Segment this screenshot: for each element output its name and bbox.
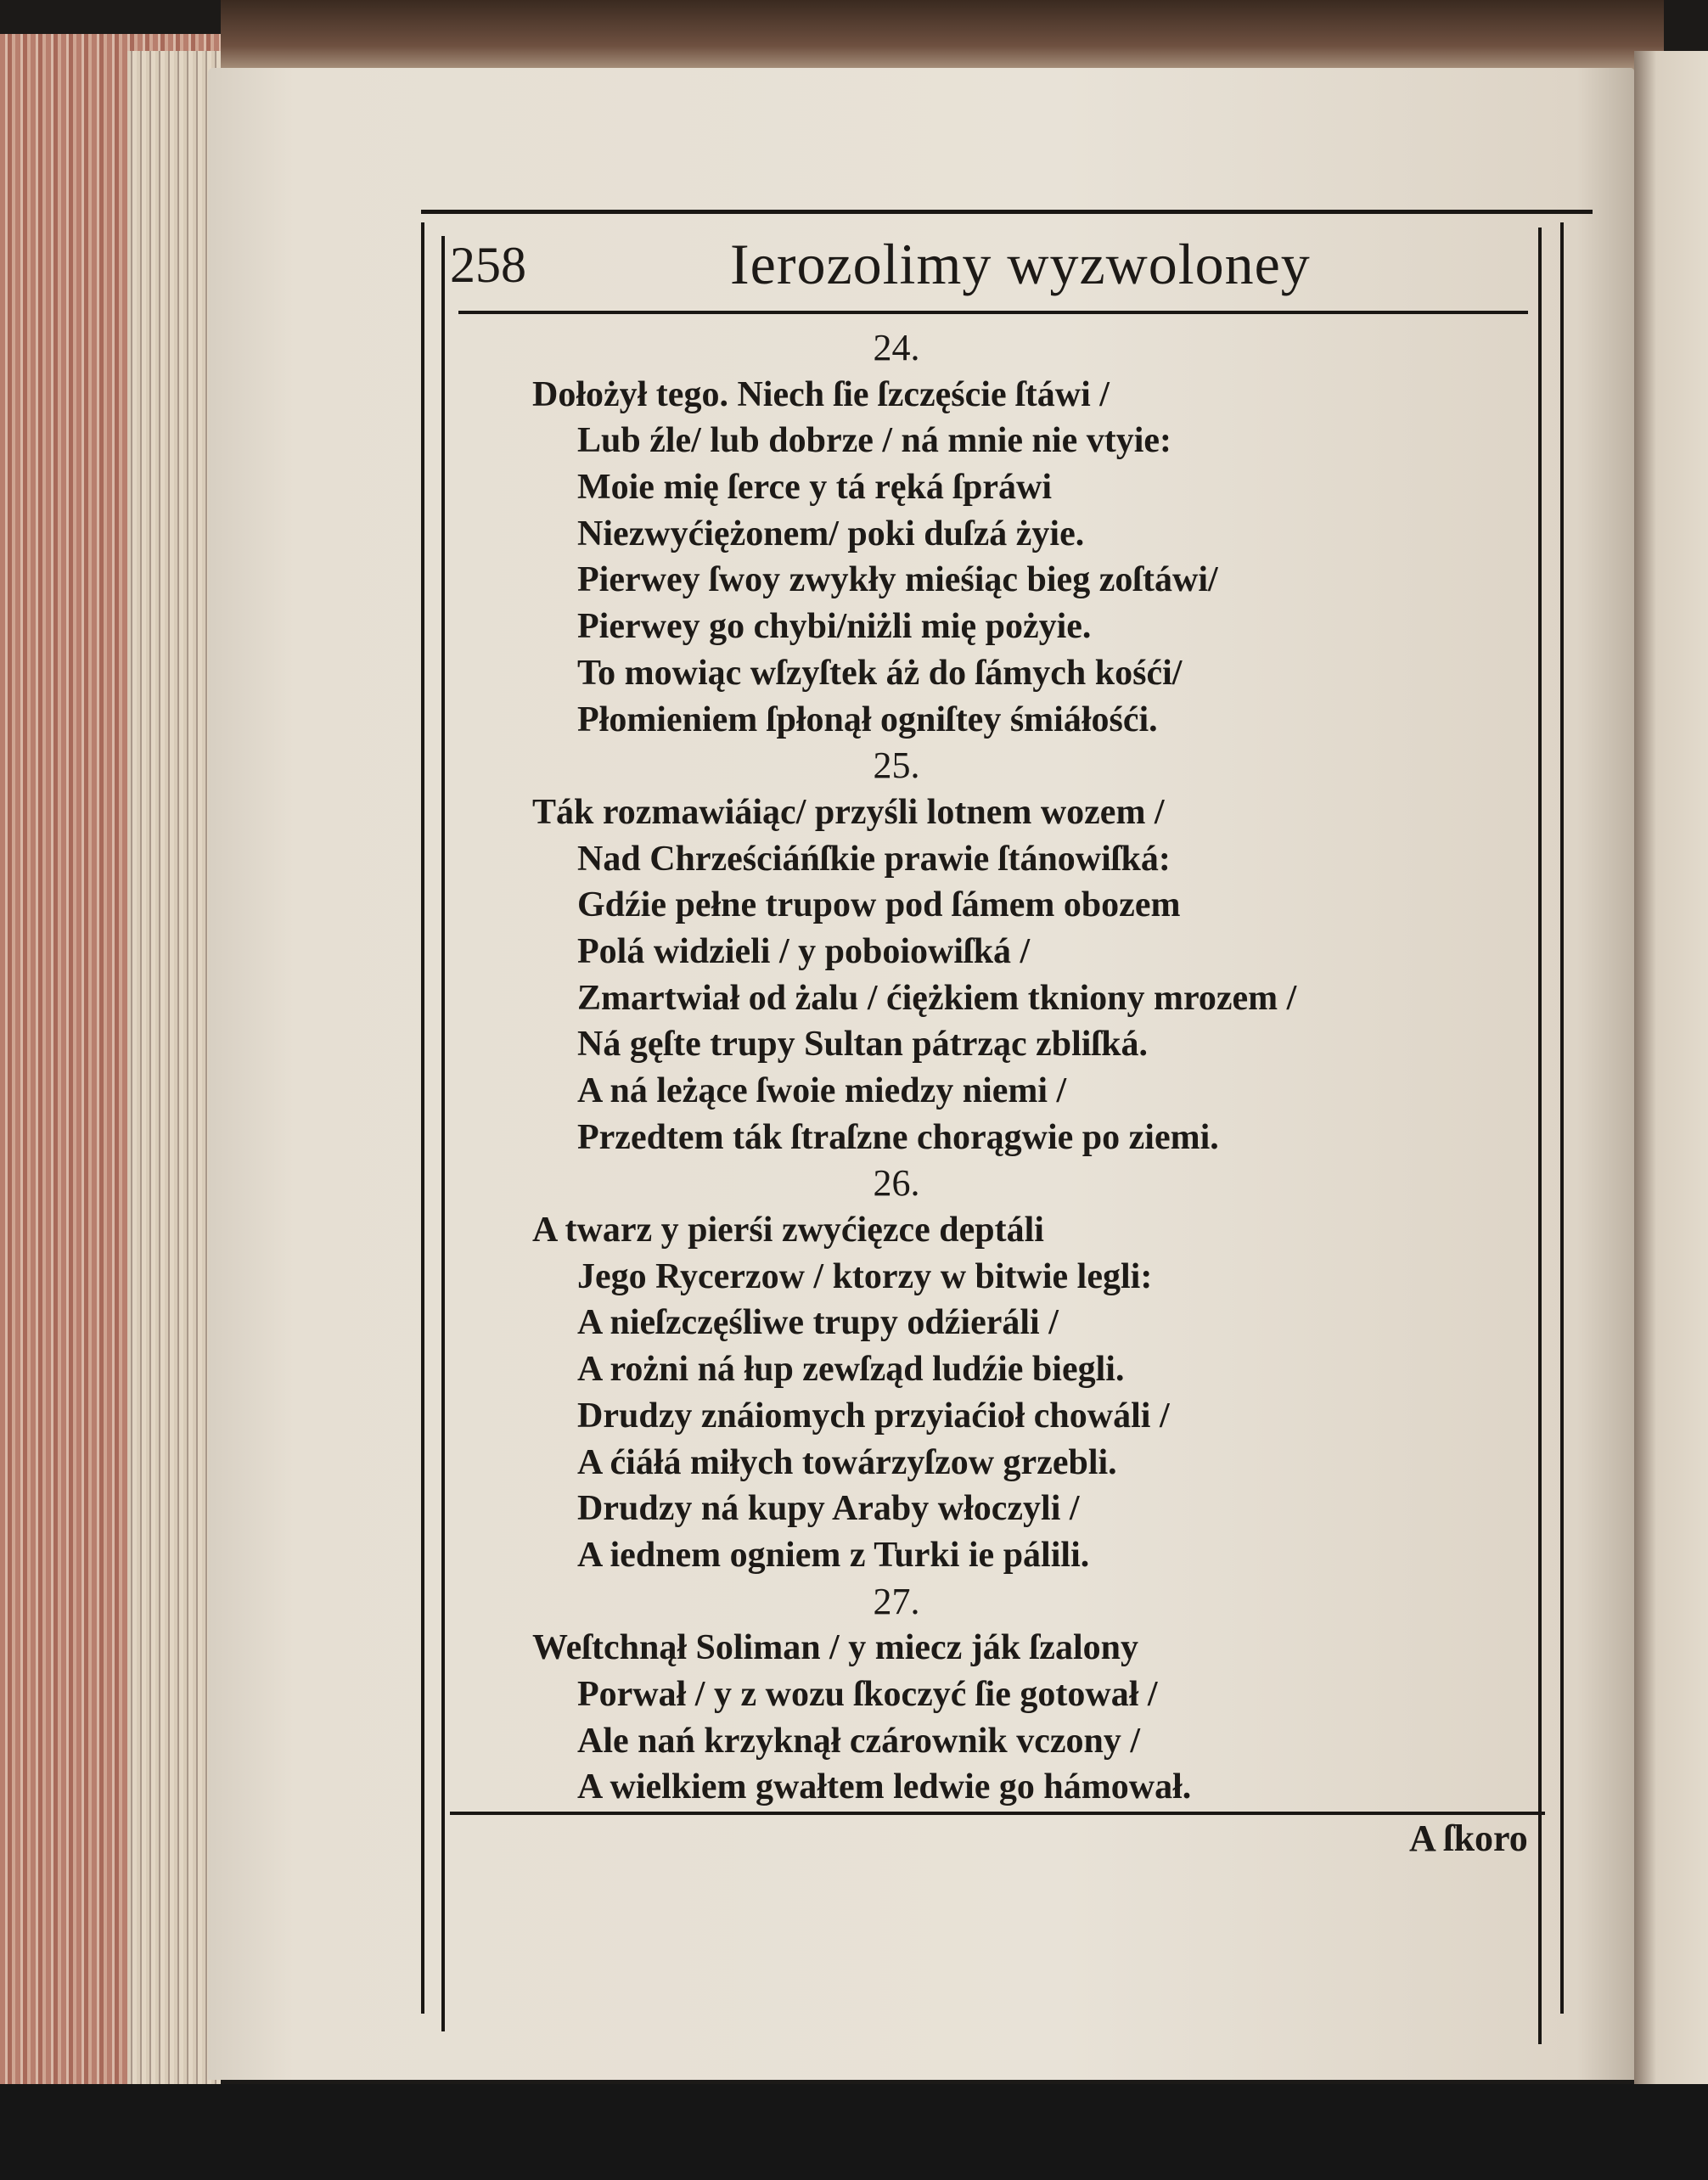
- verse-line: Pierwey ſwoy zwykły mieśiąc bieg zoſtáwi/: [577, 560, 1218, 600]
- frame-left-outer: [421, 222, 424, 2014]
- verse-line: Przedtem ták ſtraſzne chorągwie po ziemi.: [577, 1117, 1219, 1157]
- verse-line: Zmartwiał od żalu / ćiężkiem tkniony mrozem /: [577, 978, 1297, 1018]
- verse-line: Ták rozmawiáiąc/ przyśli lotnem wozem /: [532, 792, 1165, 832]
- frame-left-inner: [441, 236, 445, 2031]
- verse-line: Jego Rycerzow / ktorzy w bitwie legli:: [577, 1256, 1153, 1296]
- frame-bottom-rule: [450, 1812, 1545, 1815]
- verse-line: Porwał / y z wozu ſkoczyć ſie gotował /: [577, 1674, 1158, 1714]
- page-number: 258: [450, 237, 526, 293]
- stanza-number: 26.: [873, 1162, 920, 1205]
- stanza-number: 27.: [873, 1580, 920, 1622]
- header-underline: [458, 311, 1528, 314]
- verse-line: Pierwey go chybi/niżli mię pożyie.: [577, 607, 1092, 647]
- verse-line: A ćiáłá miłych towárzyſzow grzebli.: [577, 1442, 1117, 1482]
- verse-line: Moie mię ſerce y tá ręká ſpráwi: [577, 468, 1053, 508]
- poem-text: [532, 325, 1551, 1811]
- verse-line: Ná gęſte trupy Sultan pátrząc zbliſká.: [577, 1025, 1148, 1065]
- catchword: A ſkoro: [1409, 1818, 1528, 1859]
- verse-line: A ná leżące ſwoie miedzy niemi /: [577, 1071, 1067, 1110]
- verse-line: Płomieniem ſpłonął ogniſtey śmiáłośći.: [577, 700, 1158, 739]
- verse-line: Lub źle/ lub dobrze / ná mnie nie vtyie:: [577, 421, 1172, 461]
- verse-line: Nad Chrześciáńſkie prawie ſtánowiſká:: [577, 839, 1171, 879]
- stanza-number: 25.: [873, 744, 920, 787]
- verse-line: A iednem ogniem z Turki ie pálili.: [577, 1535, 1090, 1575]
- stanza-number: 24.: [873, 327, 920, 368]
- frame-right-outer: [1560, 222, 1564, 2014]
- verse-line: A wielkiem gwałtem ledwie go hámował.: [577, 1767, 1192, 1807]
- running-title: Ierozolimy wyzwoloney: [730, 232, 1311, 296]
- verse-line: Drudzy znáiomych przyiaćioł chowáli /: [577, 1396, 1170, 1436]
- book-top-edge: [221, 0, 1664, 76]
- verse-line: Niezwyćiężonem/ poki duſzá żyie.: [577, 514, 1085, 553]
- verse-line: Weſtchnął Soliman / y miecz ják ſzalony: [532, 1628, 1138, 1668]
- facing-page-edge: [1634, 51, 1708, 2088]
- verse-line: Drudzy ná kupy Araby włoczyli /: [577, 1489, 1080, 1529]
- verse-line: Dołożył tego. Niech ſie ſzczęście ſtáwi /: [532, 374, 1110, 414]
- verse-line: A twarz y pierśi zwyćięzce deptáli: [532, 1211, 1044, 1250]
- verse-line: Gdźie pełne trupow pod ſámem obozem: [577, 885, 1181, 925]
- verse-line: A nieſzczęśliwe trupy odźieráli /: [577, 1303, 1059, 1343]
- verse-line: Ale nań krzyknął czárownik vczony /: [577, 1721, 1141, 1761]
- scan-background: [0, 2084, 1708, 2180]
- verse-line: To mowiąc wſzyſtek áż do ſámych kośći/: [577, 653, 1183, 693]
- page-stack-inner: [127, 51, 221, 2088]
- frame-top-rule: [421, 210, 1593, 214]
- verse-line: Polá widzieli / y poboiowiſká /: [577, 931, 1031, 971]
- verse-line: A rożni ná łup zewſząd ludźie biegli.: [577, 1350, 1125, 1390]
